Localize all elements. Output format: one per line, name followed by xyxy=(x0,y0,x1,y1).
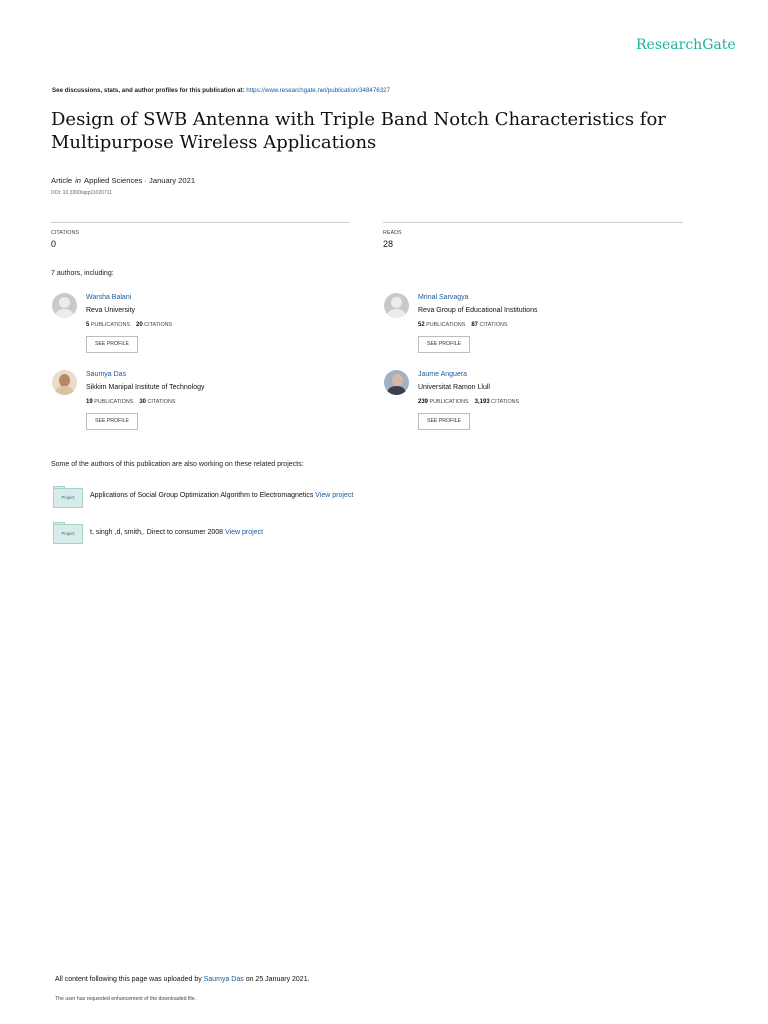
see-profile-button[interactable]: SEE PROFILE xyxy=(86,413,138,430)
citations-label: CITATIONS xyxy=(491,399,520,405)
journal-name[interactable]: Applied Sciences xyxy=(84,176,143,185)
project-folder-icon xyxy=(53,522,82,544)
see-profile-button[interactable]: SEE PROFILE xyxy=(86,336,138,353)
author-name[interactable]: Saumya Das xyxy=(86,371,127,378)
author-stats xyxy=(418,322,507,328)
upload-date: on 25 January 2021. xyxy=(245,976,310,983)
project-text: Applications of Social Group Optimization Algorithm to Electromagnetics xyxy=(90,492,314,499)
avatar[interactable] xyxy=(384,293,409,318)
project-icon-label: Project xyxy=(53,524,83,544)
author-stats xyxy=(86,322,172,328)
author-institution: Universitat Ramon Llull xyxy=(418,384,490,391)
uploader-link[interactable]: Saumya Das xyxy=(203,976,244,983)
title-line-2: Multipurpose Wireless Applications xyxy=(51,132,377,153)
citations-count: 3,193 xyxy=(474,399,490,405)
author-card xyxy=(384,293,684,355)
publications-count: 19 xyxy=(86,399,93,405)
citations-count: 30 xyxy=(139,399,147,405)
doi: DOI: 10.3390/app11020711 xyxy=(51,190,112,196)
project-item xyxy=(90,492,353,499)
citations-label: CITATIONS xyxy=(144,322,173,328)
upload-note xyxy=(55,976,310,983)
reads-divider xyxy=(383,222,683,223)
author-institution: Reva University xyxy=(86,307,136,314)
author-card xyxy=(52,370,352,432)
projects-heading: Some of the authors of this publication are also working on these related projects: xyxy=(51,461,304,468)
author-card xyxy=(52,293,352,355)
article-meta xyxy=(51,176,195,185)
avatar[interactable] xyxy=(52,370,77,395)
project-folder-icon xyxy=(53,486,82,508)
publications-label: PUBLICATIONS xyxy=(426,322,466,328)
author-institution: Reva Group of Educational Institutions xyxy=(418,307,538,314)
author-stats xyxy=(86,399,175,405)
view-project-link[interactable]: View project xyxy=(315,492,354,499)
project-icon-label: Project xyxy=(53,488,83,508)
author-institution: Sikkim Manipal Institute of Technology xyxy=(86,384,205,391)
publication-link[interactable]: https://www.researchgate.net/publication/348476327 xyxy=(246,87,391,94)
publications-label: PUBLICATIONS xyxy=(94,399,134,405)
discussion-text: See discussions, stats, and author profiles for this publication at: xyxy=(52,87,245,94)
publications-count: 52 xyxy=(418,322,425,328)
reads-label: READS xyxy=(383,230,402,236)
citations-label: CITATIONS xyxy=(51,230,79,236)
avatar[interactable] xyxy=(384,370,409,395)
article-type: Article xyxy=(51,176,73,185)
view-project-link[interactable]: View project xyxy=(225,529,264,536)
publications-count: 5 xyxy=(86,322,90,328)
citations-label: CITATIONS xyxy=(479,322,508,328)
author-stats xyxy=(418,399,519,405)
author-name[interactable]: Jaume Anguera xyxy=(418,371,468,378)
researchgate-logo[interactable]: ResearchGate xyxy=(636,37,736,53)
author-name[interactable]: Warsha Balani xyxy=(86,294,132,301)
meta-in: in xyxy=(75,176,82,185)
see-profile-button[interactable]: SEE PROFILE xyxy=(418,413,470,430)
citations-count: 87 xyxy=(471,322,479,328)
author-name[interactable]: Mrinal Sarvagya xyxy=(418,294,469,301)
publications-count: 239 xyxy=(418,399,429,405)
reads-value: 28 xyxy=(383,239,394,249)
project-text: t, singh ,d, smith,. Direct to consumer 2008 xyxy=(90,529,224,536)
author-card xyxy=(384,370,684,432)
publications-label: PUBLICATIONS xyxy=(90,322,130,328)
discussion-line xyxy=(52,87,390,94)
upload-prefix: All content following this page was uploaded by xyxy=(55,976,202,983)
citations-value: 0 xyxy=(51,239,57,249)
citations-count: 20 xyxy=(135,322,143,328)
publications-label: PUBLICATIONS xyxy=(429,399,469,405)
citations-divider xyxy=(51,222,350,223)
article-date: · January 2021 xyxy=(144,176,196,185)
authors-heading: 7 authors, including: xyxy=(51,270,114,277)
see-profile-button[interactable]: SEE PROFILE xyxy=(418,336,470,353)
citations-label: CITATIONS xyxy=(147,399,176,405)
enhancement-note: The user has requested enhancement of the downloaded file. xyxy=(55,996,197,1002)
project-item xyxy=(90,529,263,536)
page-title xyxy=(51,108,691,154)
title-line-1: Design of SWB Antenna with Triple Band Notch Characteristics for xyxy=(51,109,666,130)
avatar[interactable] xyxy=(52,293,77,318)
